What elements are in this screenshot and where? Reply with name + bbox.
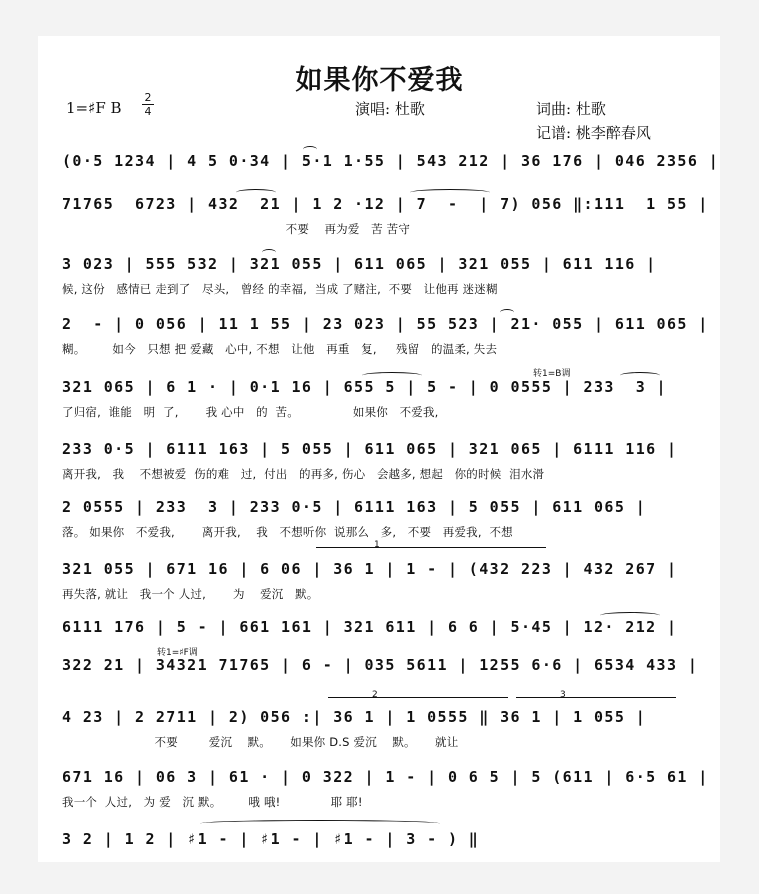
lyrics-line: 不要 爱沉 默。 如果你 D.S 爱沉 默。 就让 (62, 735, 459, 749)
slur (200, 820, 440, 827)
slur (362, 372, 422, 379)
time-signature (142, 92, 154, 117)
composer-credit: 词曲: 杜歌 (536, 100, 606, 118)
notation: 2 - | 0 056 | 11 1 55 | 23 023 | 55 523 | 21· 055 | 611 065 | (62, 315, 709, 333)
notation: 2 0555 | 233 3 | 233 0·5 | 6111 163 | 5 055 | 611 065 | (62, 498, 647, 516)
notation: 3 023 | 555 532 | 321 055 | 611 065 | 321 055 | 611 116 | (62, 255, 657, 273)
notation: 3 2 | 1 2 | ♯1 - | ♯1 - | ♯1 - | 3 - ) ‖ (62, 830, 480, 848)
modulation-marker: 转1=B调 (533, 369, 571, 379)
volta-number: 2 (372, 690, 378, 700)
lyrics-line: 候, 这份 感情已 走到了 尽头, 曾经 的幸福, 当成 了赌注, 不要 让他再 迷迷糊 (62, 282, 498, 296)
lyrics-line: 落。 如果你 不爱我, 离开我, 我 不想听你 说那么 多, 不要 再爱我, 不想 (62, 525, 513, 539)
time-top: 2 (144, 91, 152, 104)
lyrics-line: 离开我, 我 不想被爱 伤的难 过, 付出 的再多, 伤心 会越多, 想起 你的时候 泪水滑 (62, 467, 545, 481)
notation: 233 0·5 | 6111 163 | 5 055 | 611 065 | 321 065 | 6111 116 | (62, 440, 678, 458)
lyrics-line: 了归宿, 谁能 明 了, 我 心中 的 苦。 如果你 不爱我, (62, 405, 439, 419)
volta-number: 3 (560, 690, 566, 700)
notation: (0·5 1234 | 4 5 0·34 | 5·1 1·55 | 543 212 | 36 176 | 046 2356 | (62, 152, 720, 170)
slur (620, 372, 660, 379)
volta-bracket (328, 697, 508, 698)
lyrics-line: 糊。 如今 只想 把 爱藏 心中, 不想 让他 再重 复, 残留 的温柔, 失去 (62, 342, 498, 356)
slur (262, 249, 276, 256)
modulation-marker: 转1=♯F调 (157, 648, 198, 658)
slur (410, 189, 490, 196)
notation: 321 065 | 6 1 · | 0·1 16 | 655 5 | 5 - | 0 0555 | 233 3 | (62, 378, 667, 396)
singer-credit: 演唱: 杜歌 (355, 100, 425, 118)
slur (600, 612, 660, 619)
time-bottom: 4 (144, 105, 152, 118)
notation: 671 16 | 06 3 | 61 · | 0 322 | 1 - | 0 6 5 | 5 (611 | 6·5 61 | (62, 768, 709, 786)
volta-bracket (516, 697, 676, 698)
notation: 321 055 | 671 16 | 6 06 | 36 1 | 1 - | (432 223 | 432 267 | (62, 560, 678, 578)
notation: 322 21 | 34321 71765 | 6 - | 035 5611 | 1255 6·6 | 6534 433 | (62, 656, 699, 674)
lyrics-line: 不要 再为爱 苦 苦守 (62, 222, 411, 236)
volta-bracket (316, 547, 546, 548)
key-signature: 1=♯F B (66, 99, 122, 117)
notation: 6111 176 | 5 - | 661 161 | 321 611 | 6 6 | 5·45 | 12· 212 | (62, 618, 678, 636)
notation: 71765 6723 | 432 21 | 1 2 ·12 | 7 - | 7) 056 ‖:111 1 55 | (62, 195, 709, 213)
slur (236, 189, 276, 196)
lyrics-line: 我一个 人过, 为 爱 沉 默。 哦 哦! 耶 耶! (62, 795, 363, 809)
transcriber-credit: 记谱: 桃李醉春风 (536, 124, 651, 142)
volta-number: 1 (374, 540, 380, 550)
song-title: 如果你不爱我 (295, 65, 464, 96)
notation: 4 23 | 2 2711 | 2) 056 :| 36 1 | 1 0555 ‖ 36 1 | 1 055 | (62, 708, 647, 726)
lyrics-line: 再失落, 就让 我一个 人过, 为 爱沉 默。 (62, 587, 319, 601)
slur (303, 146, 317, 153)
slur (500, 309, 514, 316)
